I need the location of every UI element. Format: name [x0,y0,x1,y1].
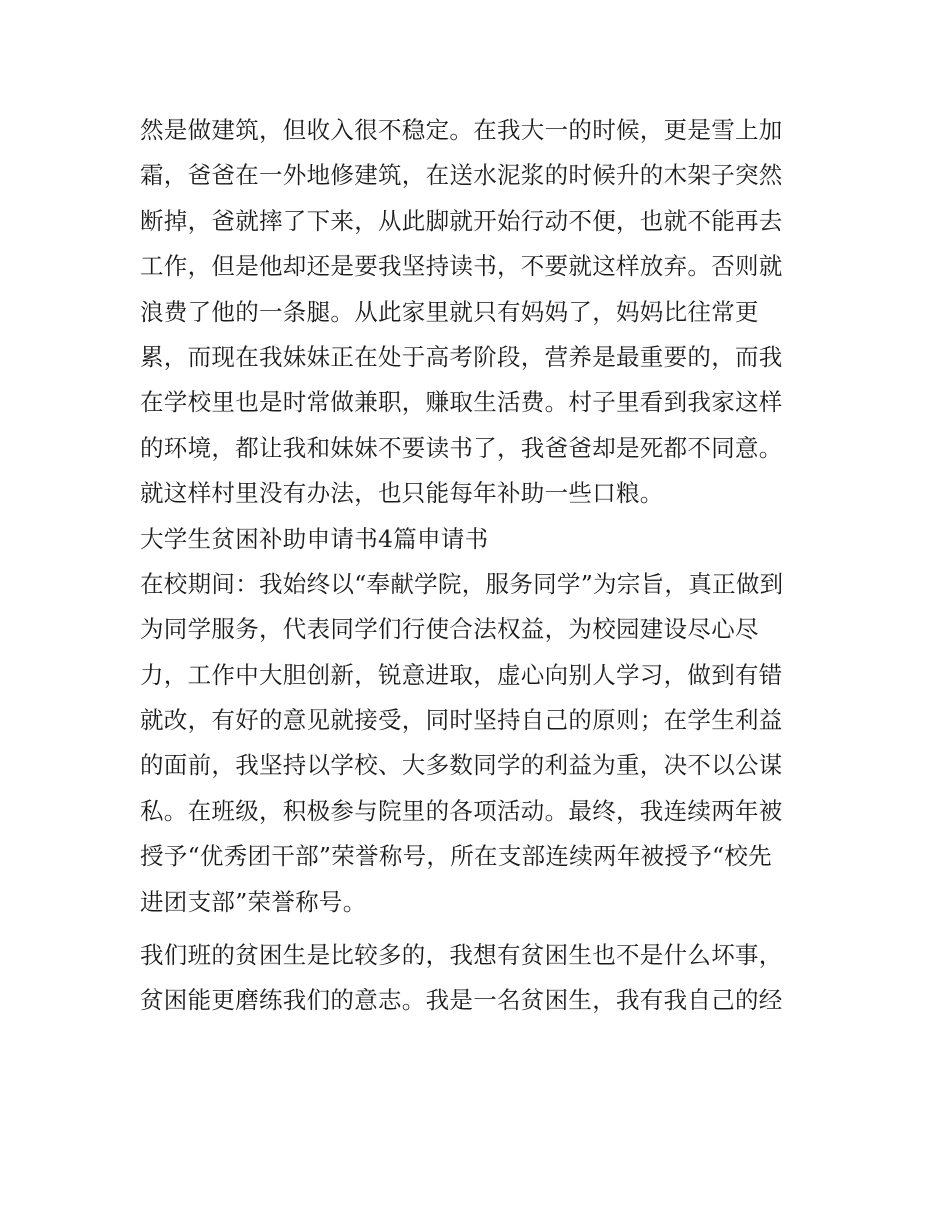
text-line: 贫困能更磨练我们的意志。我是一名贫困生，我有我自己的经 [140,986,783,1015]
section-heading: 大学生贫困补助申请书4篇申请书 [140,524,489,553]
text-line: 然是做建筑，但收入很不稳定。在我大一的时候，更是雪上加 [140,116,783,144]
text-line: 力，工作中大胆创新，锐意进取，虚心向别人学习，做到有错 [140,660,783,689]
text-line: 工作，但是他却还是要我坚持读书，不要就这样放弃。否则就 [140,252,783,281]
text-line: 我们班的贫困生是比较多的，我想有贫困生也不是什么坏事， [140,941,783,970]
text-line: 断掉，爸就摔了下来，从此脚就开始行动不便，也就不能再去 [140,206,783,235]
text-line: 在学校里也是时常做兼职，赚取生活费。村子里看到我家这样 [140,388,783,417]
paragraph-family-hardship [140,108,840,517]
text-line: 进团支部”荣誉称号。 [140,887,367,916]
text-line: 授予“优秀团干部”荣誉称号，所在支部连续两年被授予“校先 [140,842,772,871]
text-line: 在校期间：我始终以“奉献学院，服务同学”为宗旨，真正做到 [140,569,784,598]
paragraph-school-service [140,562,840,925]
text-line: 私。在班级，积极参与院里的各项活动。最终，我连续两年被 [140,796,783,825]
text-line: 的面前，我坚持以学校、大多数同学的利益为重，决不以公谋 [140,751,783,780]
paragraph-poverty-reflection [140,933,840,1024]
text-line: 就改，有好的意见就接受，同时坚持自己的原则；在学生利益 [140,706,783,735]
text-line: 为同学服务，代表同学们行使合法权益，为校园建设尽心尽 [140,615,759,644]
text-line: 浪费了他的一条腿。从此家里就只有妈妈了，妈妈比往常更 [140,297,759,326]
document-body [140,108,840,1024]
text-line: 的环境，都让我和妹妹不要读书了，我爸爸却是死都不同意。 [140,433,783,462]
text-line: 霜，爸爸在一外地修建筑，在送水泥浆的时候升的木架子突然 [140,161,783,190]
text-line: 就这样村里没有办法，也只能每年补助一些口粮。 [140,479,664,508]
text-line: 累，而现在我妹妹正在处于高考阶段，营养是最重要的，而我 [140,342,783,371]
